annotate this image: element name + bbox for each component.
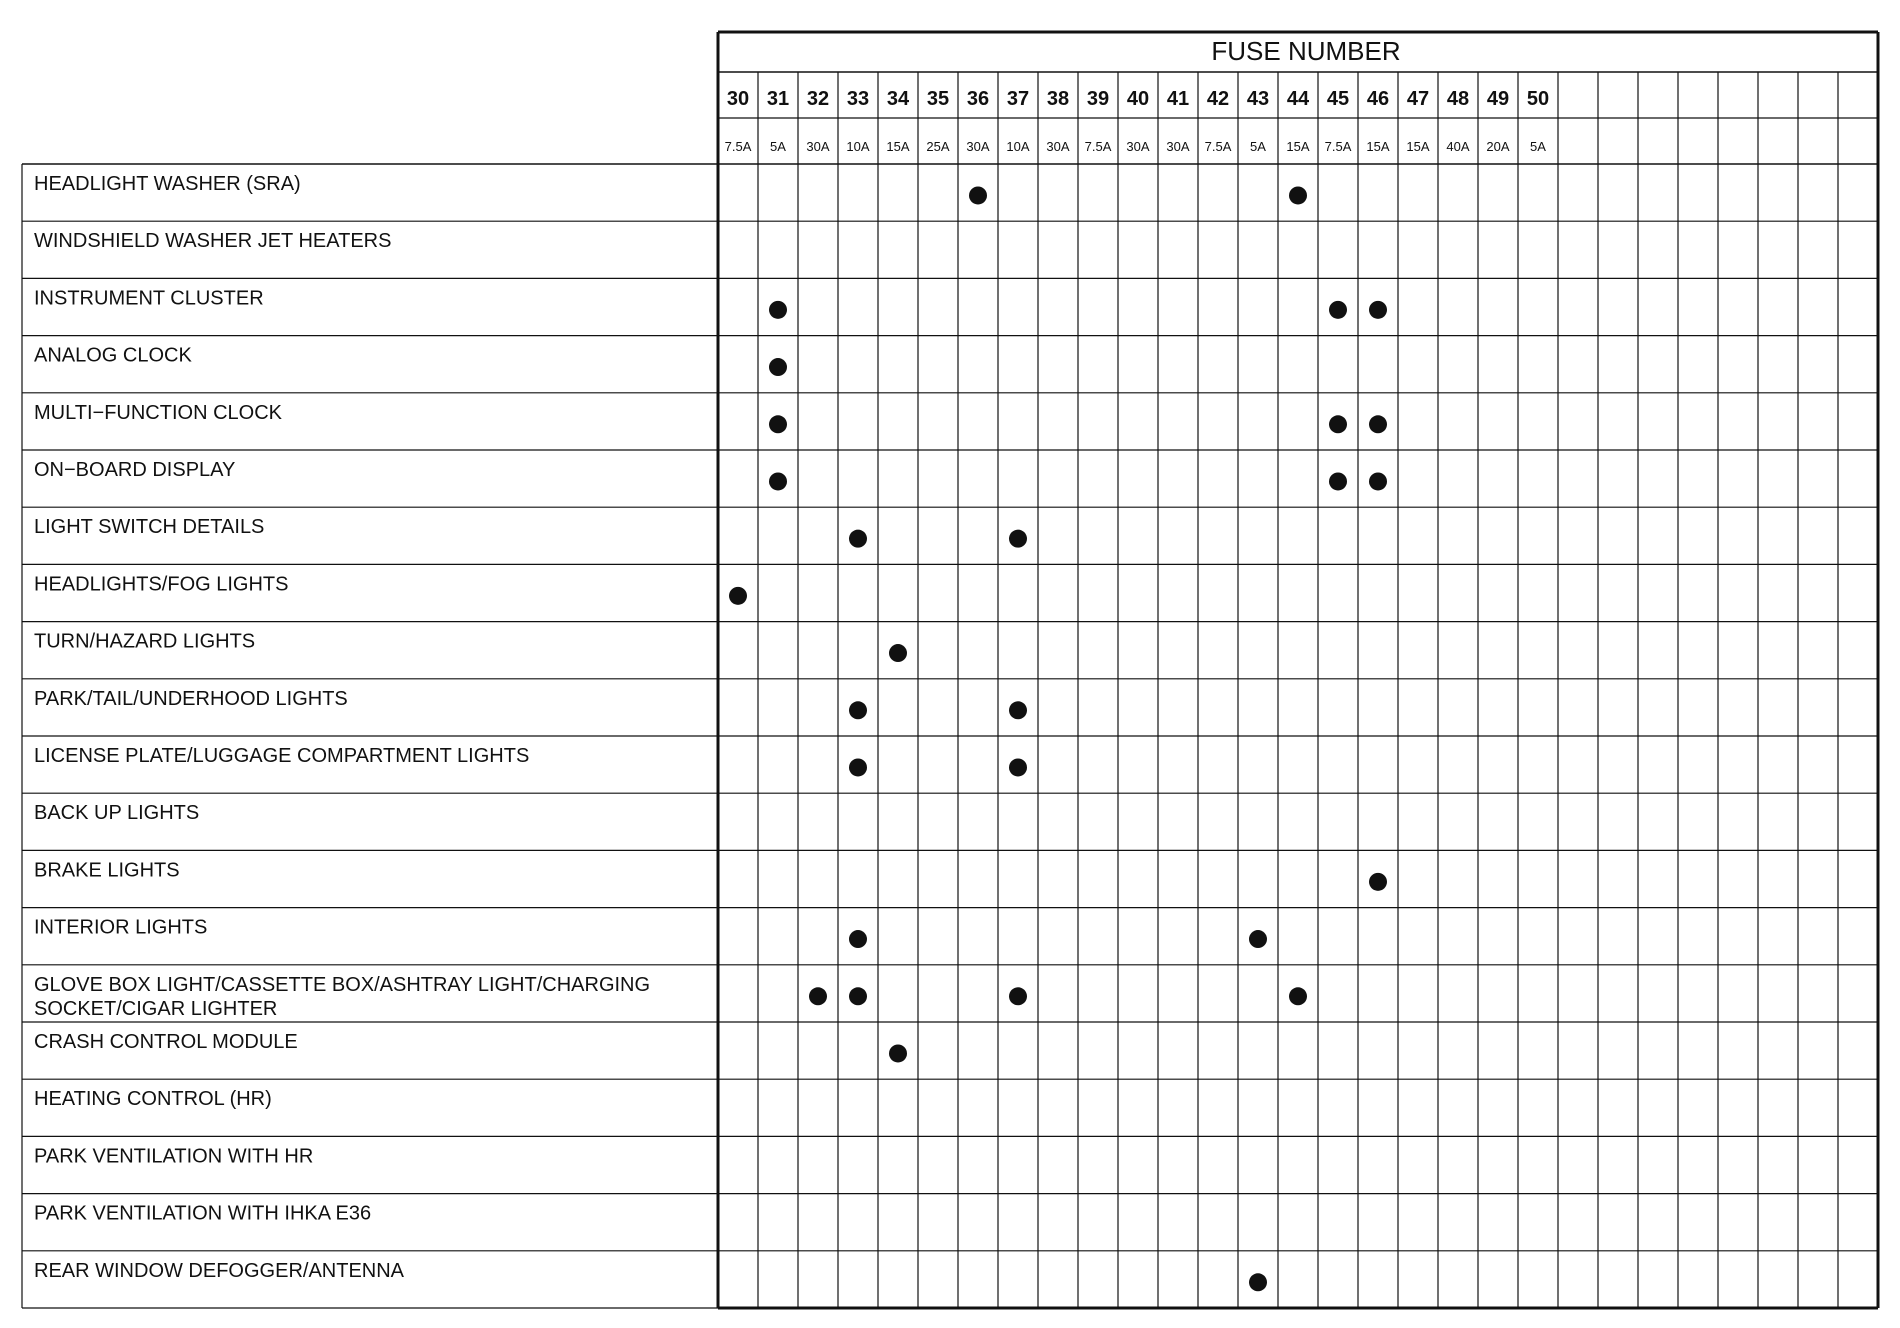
circuit-row xyxy=(34,802,199,824)
fuse-marker-dot xyxy=(1329,301,1347,319)
circuit-label: PARK/TAIL/UNDERHOOD LIGHTS xyxy=(34,687,348,710)
fuse-marker-dot xyxy=(1369,472,1387,490)
circuit-label: ON−BOARD DISPLAY xyxy=(34,459,236,481)
fuse-marker-dot xyxy=(1369,873,1387,891)
fuse-number: 50 xyxy=(1526,88,1550,110)
fuse-number: 46 xyxy=(1366,88,1390,110)
circuit-row xyxy=(34,917,207,939)
circuit-label: INTERIOR LIGHTS xyxy=(34,916,208,939)
circuit-row xyxy=(34,974,650,1020)
fuse-marker-dot xyxy=(769,301,787,319)
circuit-row xyxy=(34,745,529,767)
circuit-row xyxy=(34,688,348,710)
fuse-rating: 30A xyxy=(966,139,990,154)
fuse-marker-dot xyxy=(1009,987,1027,1005)
circuit-label: WINDSHIELD WASHER JET HEATERS xyxy=(34,230,392,253)
fuse-rating: 40A xyxy=(1446,139,1470,154)
circuit-row xyxy=(34,173,301,195)
fuse-number: 33 xyxy=(846,88,870,110)
circuit-labels xyxy=(34,173,650,1282)
circuit-row xyxy=(34,459,235,481)
fuse-number: 32 xyxy=(806,88,830,110)
fuse-rating: 15A xyxy=(1406,139,1430,154)
fuse-marker-dot xyxy=(889,644,907,662)
fuse-rating: 7.5A xyxy=(1324,139,1352,154)
circuit-row xyxy=(34,1031,298,1053)
circuit-label: TURN/HAZARD LIGHTS xyxy=(34,630,256,653)
fuse-marker-dot xyxy=(1249,1273,1267,1291)
fuse-rating: 20A xyxy=(1486,139,1510,154)
fuse-rating: 10A xyxy=(1006,139,1030,154)
fuse-number: 45 xyxy=(1326,88,1350,110)
fuse-marker-dot xyxy=(849,930,867,948)
fuse-number: 36 xyxy=(966,88,990,110)
circuit-label: PARK VENTILATION WITH HR xyxy=(34,1145,314,1168)
circuit-row xyxy=(34,345,192,367)
fuse-rating: 30A xyxy=(1046,139,1070,154)
circuit-label: CRASH CONTROL MODULE xyxy=(34,1031,298,1053)
circuit-row xyxy=(34,573,288,595)
fuse-number-title: FUSE NUMBER xyxy=(1211,36,1401,66)
fuse-marker-dot xyxy=(889,1044,907,1062)
grid-lines xyxy=(22,32,1878,1308)
fuse-marker-dot xyxy=(1329,472,1347,490)
fuse-number: 47 xyxy=(1406,88,1430,110)
fuse-rating: 30A xyxy=(806,139,830,154)
fuse-number: 30 xyxy=(726,88,750,110)
fuse-rating: 7.5A xyxy=(724,139,752,154)
circuit-label: HEADLIGHT WASHER (SRA) xyxy=(34,173,301,195)
circuit-label: PARK VENTILATION WITH IHKA E36 xyxy=(34,1202,372,1225)
circuit-label: BACK UP LIGHTS xyxy=(34,802,200,825)
fuse-number: 39 xyxy=(1086,88,1110,110)
fuse-marker-dot xyxy=(849,758,867,776)
circuit-row xyxy=(34,230,391,252)
circuit-label: MULTI−FUNCTION CLOCK xyxy=(34,401,282,424)
fuse-rating: 25A xyxy=(926,139,950,154)
fuse-marker-dot xyxy=(969,186,987,204)
fuse-marker-dot xyxy=(1289,987,1307,1005)
fuse-marker-dot xyxy=(1009,530,1027,548)
circuit-row xyxy=(34,1203,371,1225)
fuse-rating: 15A xyxy=(1286,139,1310,154)
fuse-number: 31 xyxy=(766,88,790,110)
circuit-row xyxy=(34,859,180,881)
fuse-markers xyxy=(729,186,1387,1291)
fuse-rating: 30A xyxy=(1126,139,1150,154)
fuse-rating: 10A xyxy=(846,139,870,154)
fuse-rating: 7.5A xyxy=(1084,139,1112,154)
fuse-marker-dot xyxy=(809,987,827,1005)
circuit-label: ANALOG CLOCK xyxy=(34,344,192,367)
fuse-rating: 5A xyxy=(770,139,786,154)
fuse-rating: 30A xyxy=(1166,139,1190,154)
circuit-label: HEATING CONTROL (HR) xyxy=(34,1088,272,1111)
fuse-number: 41 xyxy=(1166,88,1190,110)
circuit-label: INSTRUMENT CLUSTER xyxy=(34,287,264,310)
fuse-number: 49 xyxy=(1486,88,1510,110)
fuse-marker-dot xyxy=(849,987,867,1005)
fuse-marker-dot xyxy=(1329,415,1347,433)
circuit-label: REAR WINDOW DEFOGGER/ANTENNA xyxy=(34,1259,405,1282)
fuse-number: 48 xyxy=(1446,88,1470,110)
circuit-label: BRAKE LIGHTS xyxy=(34,859,180,882)
fuse-marker-dot xyxy=(1369,301,1387,319)
fuse-marker-dot xyxy=(1249,930,1267,948)
circuit-label: GLOVE BOX LIGHT/CASSETTE BOX/ASHTRAY LIGHT/CHARGING xyxy=(34,973,651,996)
circuit-label: HEADLIGHTS/FOG LIGHTS xyxy=(34,573,289,596)
circuit-row xyxy=(34,631,255,653)
fuse-marker-dot xyxy=(1009,701,1027,719)
fuse-marker-dot xyxy=(1369,415,1387,433)
fuse-number: 40 xyxy=(1126,88,1150,110)
fuse-marker-dot xyxy=(769,358,787,376)
fuse-number: 43 xyxy=(1246,88,1270,110)
fuse-marker-dot xyxy=(1289,186,1307,204)
circuit-label: SOCKET/CIGAR LIGHTER xyxy=(34,997,278,1020)
fuse-header xyxy=(725,88,1550,154)
circuit-row xyxy=(34,1088,272,1110)
circuit-row xyxy=(34,1145,313,1167)
circuit-row xyxy=(34,1260,405,1282)
fuse-number: 35 xyxy=(926,88,950,110)
circuit-label: LIGHT SWITCH DETAILS xyxy=(34,516,265,539)
fuse-marker-dot xyxy=(769,415,787,433)
fuse-number: 37 xyxy=(1006,88,1030,110)
fuse-marker-dot xyxy=(769,472,787,490)
fuse-number: 38 xyxy=(1046,88,1070,110)
circuit-row xyxy=(34,402,283,424)
fuse-number: 42 xyxy=(1206,88,1230,110)
fuse-marker-dot xyxy=(849,530,867,548)
fuse-rating: 15A xyxy=(1366,139,1390,154)
fuse-rating: 15A xyxy=(886,139,910,154)
fuse-rating: 7.5A xyxy=(1204,139,1232,154)
circuit-row xyxy=(34,516,264,538)
circuit-label: LICENSE PLATE/LUGGAGE COMPARTMENT LIGHTS xyxy=(34,745,530,767)
fuse-marker-dot xyxy=(849,701,867,719)
fuse-number: 34 xyxy=(886,88,910,110)
fuse-rating: 5A xyxy=(1530,139,1546,154)
circuit-row xyxy=(34,287,264,309)
fuse-marker-dot xyxy=(729,587,747,605)
fuse-marker-dot xyxy=(1009,758,1027,776)
fuse-rating: 5A xyxy=(1250,139,1266,154)
fuse-number: 44 xyxy=(1286,88,1310,110)
